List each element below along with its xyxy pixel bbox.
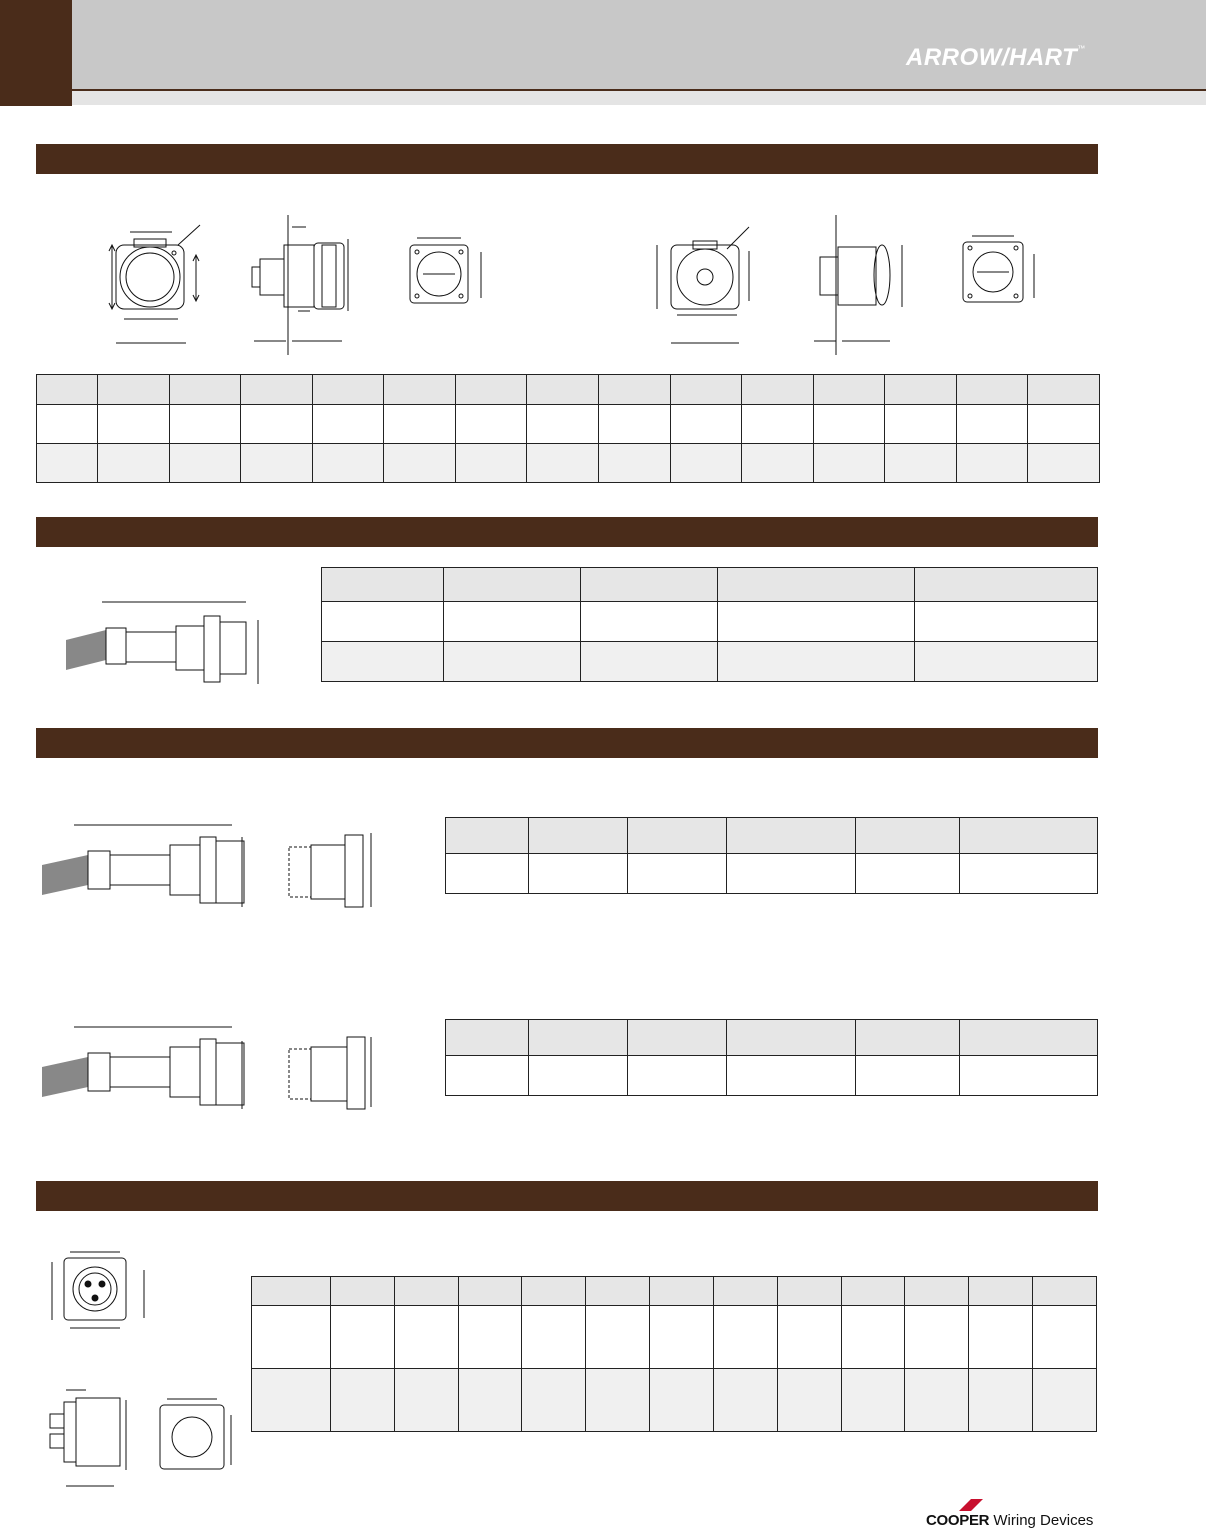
receptacle-side-view-drawing-2 xyxy=(808,215,918,355)
section-bar-3 xyxy=(36,728,1098,758)
plug-drawing-b xyxy=(38,1017,268,1117)
table-section-1 xyxy=(36,374,1100,483)
mounting-plate-drawing-2 xyxy=(958,220,1048,310)
inlet-plate-drawing xyxy=(155,1385,245,1475)
table-section-3a xyxy=(445,817,1098,894)
receptacle-side-view-drawing xyxy=(248,215,358,355)
arrow-hart-logo: ARROW/HART™ xyxy=(906,44,1086,71)
inlet-side-view-drawing xyxy=(40,1380,140,1490)
footer-brand: COOPER Wiring Devices xyxy=(926,1512,1094,1529)
table-section-3b xyxy=(445,1019,1098,1096)
receptacle-front-view-drawing xyxy=(90,215,220,355)
cooper-logo-mark xyxy=(957,1497,985,1513)
plug-side-view-drawing xyxy=(62,590,272,690)
table-section-4 xyxy=(251,1276,1097,1432)
receptacle-front-view-drawing-2 xyxy=(645,215,775,355)
table-section-2 xyxy=(321,567,1098,682)
header-strip xyxy=(72,91,1206,105)
inlet-front-view-drawing xyxy=(40,1240,160,1340)
section-bar-4 xyxy=(36,1181,1098,1211)
section-bar-1 xyxy=(36,144,1098,174)
header-tab xyxy=(0,0,72,106)
connector-drawing-a xyxy=(285,825,385,915)
section-bar-2 xyxy=(36,517,1098,547)
mounting-plate-drawing xyxy=(405,220,495,310)
plug-drawing-a xyxy=(38,815,268,915)
connector-drawing-b xyxy=(285,1027,385,1117)
